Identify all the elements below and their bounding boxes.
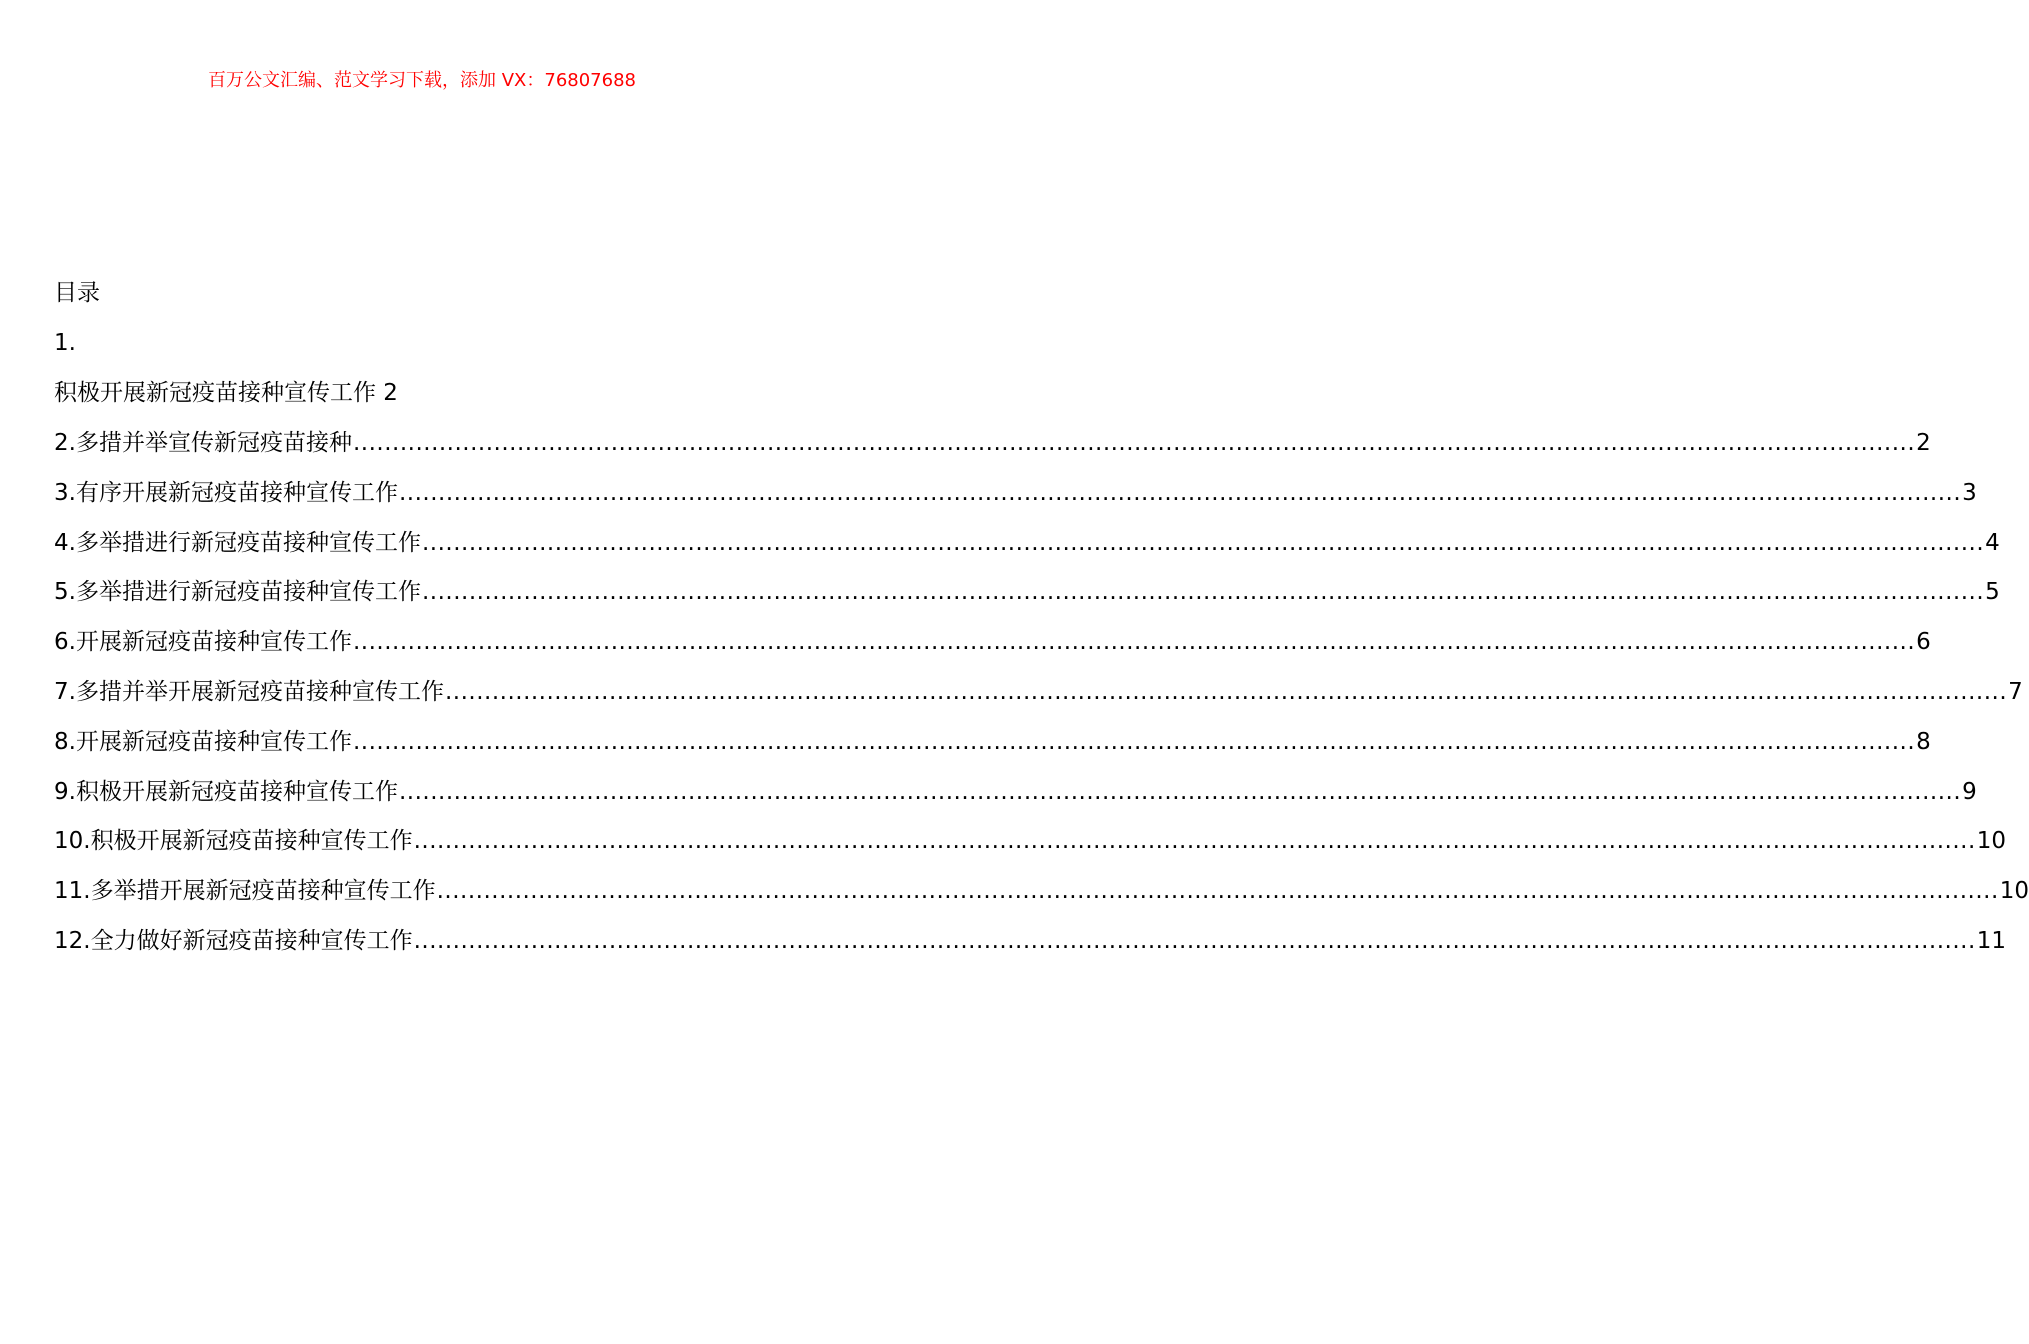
table-of-contents (54, 278, 2029, 976)
dot-leader: ........................................................................................................................................................................................................ (413, 828, 1976, 855)
toc-entry-1-title[interactable]: 积极开展新冠疫苗接种宣传工作 2 (54, 380, 398, 406)
toc-entry[interactable] (54, 677, 2023, 707)
toc-entry[interactable] (54, 528, 2000, 558)
toc-entry-page: 2 (1916, 430, 1931, 456)
toc-entry[interactable] (54, 577, 2000, 607)
dot-leader: ........................................................................................................................................................................................................ (352, 728, 1916, 755)
toc-entry[interactable] (54, 777, 1977, 807)
toc-entry-page: 4 (1985, 529, 2000, 556)
dot-leader: ........................................................................................................................................................................................................ (398, 479, 1962, 506)
dot-leader: ........................................................................................................................................................................................................ (352, 629, 1916, 656)
toc-entry-page: 6 (1916, 629, 1931, 656)
toc-entry-label: 7.多措并举开展新冠疫苗接种宣传工作 (54, 678, 444, 705)
toc-entry-label: 11.多举措开展新冠疫苗接种宣传工作 (54, 878, 436, 905)
toc-entry-page: 10 (1976, 828, 2007, 855)
dot-leader: ........................................................................................................................................................................................................ (398, 778, 1962, 805)
toc-entry-page: 5 (1985, 579, 2000, 606)
toc-entry-label: 10.积极开展新冠疫苗接种宣传工作 (54, 828, 413, 855)
dot-leader: ........................................................................................................................................................................................................ (444, 678, 2008, 705)
toc-entry-label: 8.开展新冠疫苗接种宣传工作 (54, 728, 352, 755)
toc-entry[interactable] (54, 727, 1931, 757)
dot-leader: ........................................................................................................................................................................................................ (421, 579, 1985, 606)
toc-entry[interactable] (54, 876, 2029, 906)
toc-entry-label: 12.全力做好新冠疫苗接种宣传工作 (54, 927, 413, 954)
toc-entry-1-number: 1. (54, 330, 76, 356)
toc-entry[interactable] (54, 478, 1977, 508)
toc-entry-label: 6.开展新冠疫苗接种宣传工作 (54, 629, 352, 656)
toc-entry-page: 7 (2008, 678, 2023, 705)
toc-entry-label: 5.多举措进行新冠疫苗接种宣传工作 (54, 579, 421, 606)
header-note: 百万公文汇编、范文学习下载，添加 VX：76807688 (208, 70, 636, 91)
toc-entry-label: 4.多举措进行新冠疫苗接种宣传工作 (54, 529, 421, 556)
toc-entry-page: 11 (1976, 927, 2007, 954)
dot-leader: ........................................................................................................................................................................................................ (436, 878, 1999, 905)
toc-title: 目录 (54, 280, 100, 306)
dot-leader: ........................................................................................................................................................................................................ (421, 529, 1985, 556)
dot-leader: ........................................................................................................................................................................................................ (352, 430, 1916, 456)
toc-entry-page: 10 (1999, 878, 2029, 905)
toc-entry-label: 3.有序开展新冠疫苗接种宣传工作 (54, 479, 398, 506)
toc-entry[interactable] (54, 627, 1931, 657)
dot-leader: ........................................................................................................................................................................................................ (413, 927, 1976, 954)
toc-entry-page: 3 (1962, 479, 1977, 506)
toc-entry[interactable] (54, 826, 2007, 856)
toc-entry-page: 8 (1916, 728, 1931, 755)
toc-entry-label: 2.多措并举宣传新冠疫苗接种 (54, 430, 352, 456)
toc-entry-page: 9 (1962, 778, 1977, 805)
toc-entry[interactable] (54, 926, 2007, 956)
toc-entry-label: 9.积极开展新冠疫苗接种宣传工作 (54, 778, 398, 805)
toc-entry[interactable] (54, 428, 1931, 458)
